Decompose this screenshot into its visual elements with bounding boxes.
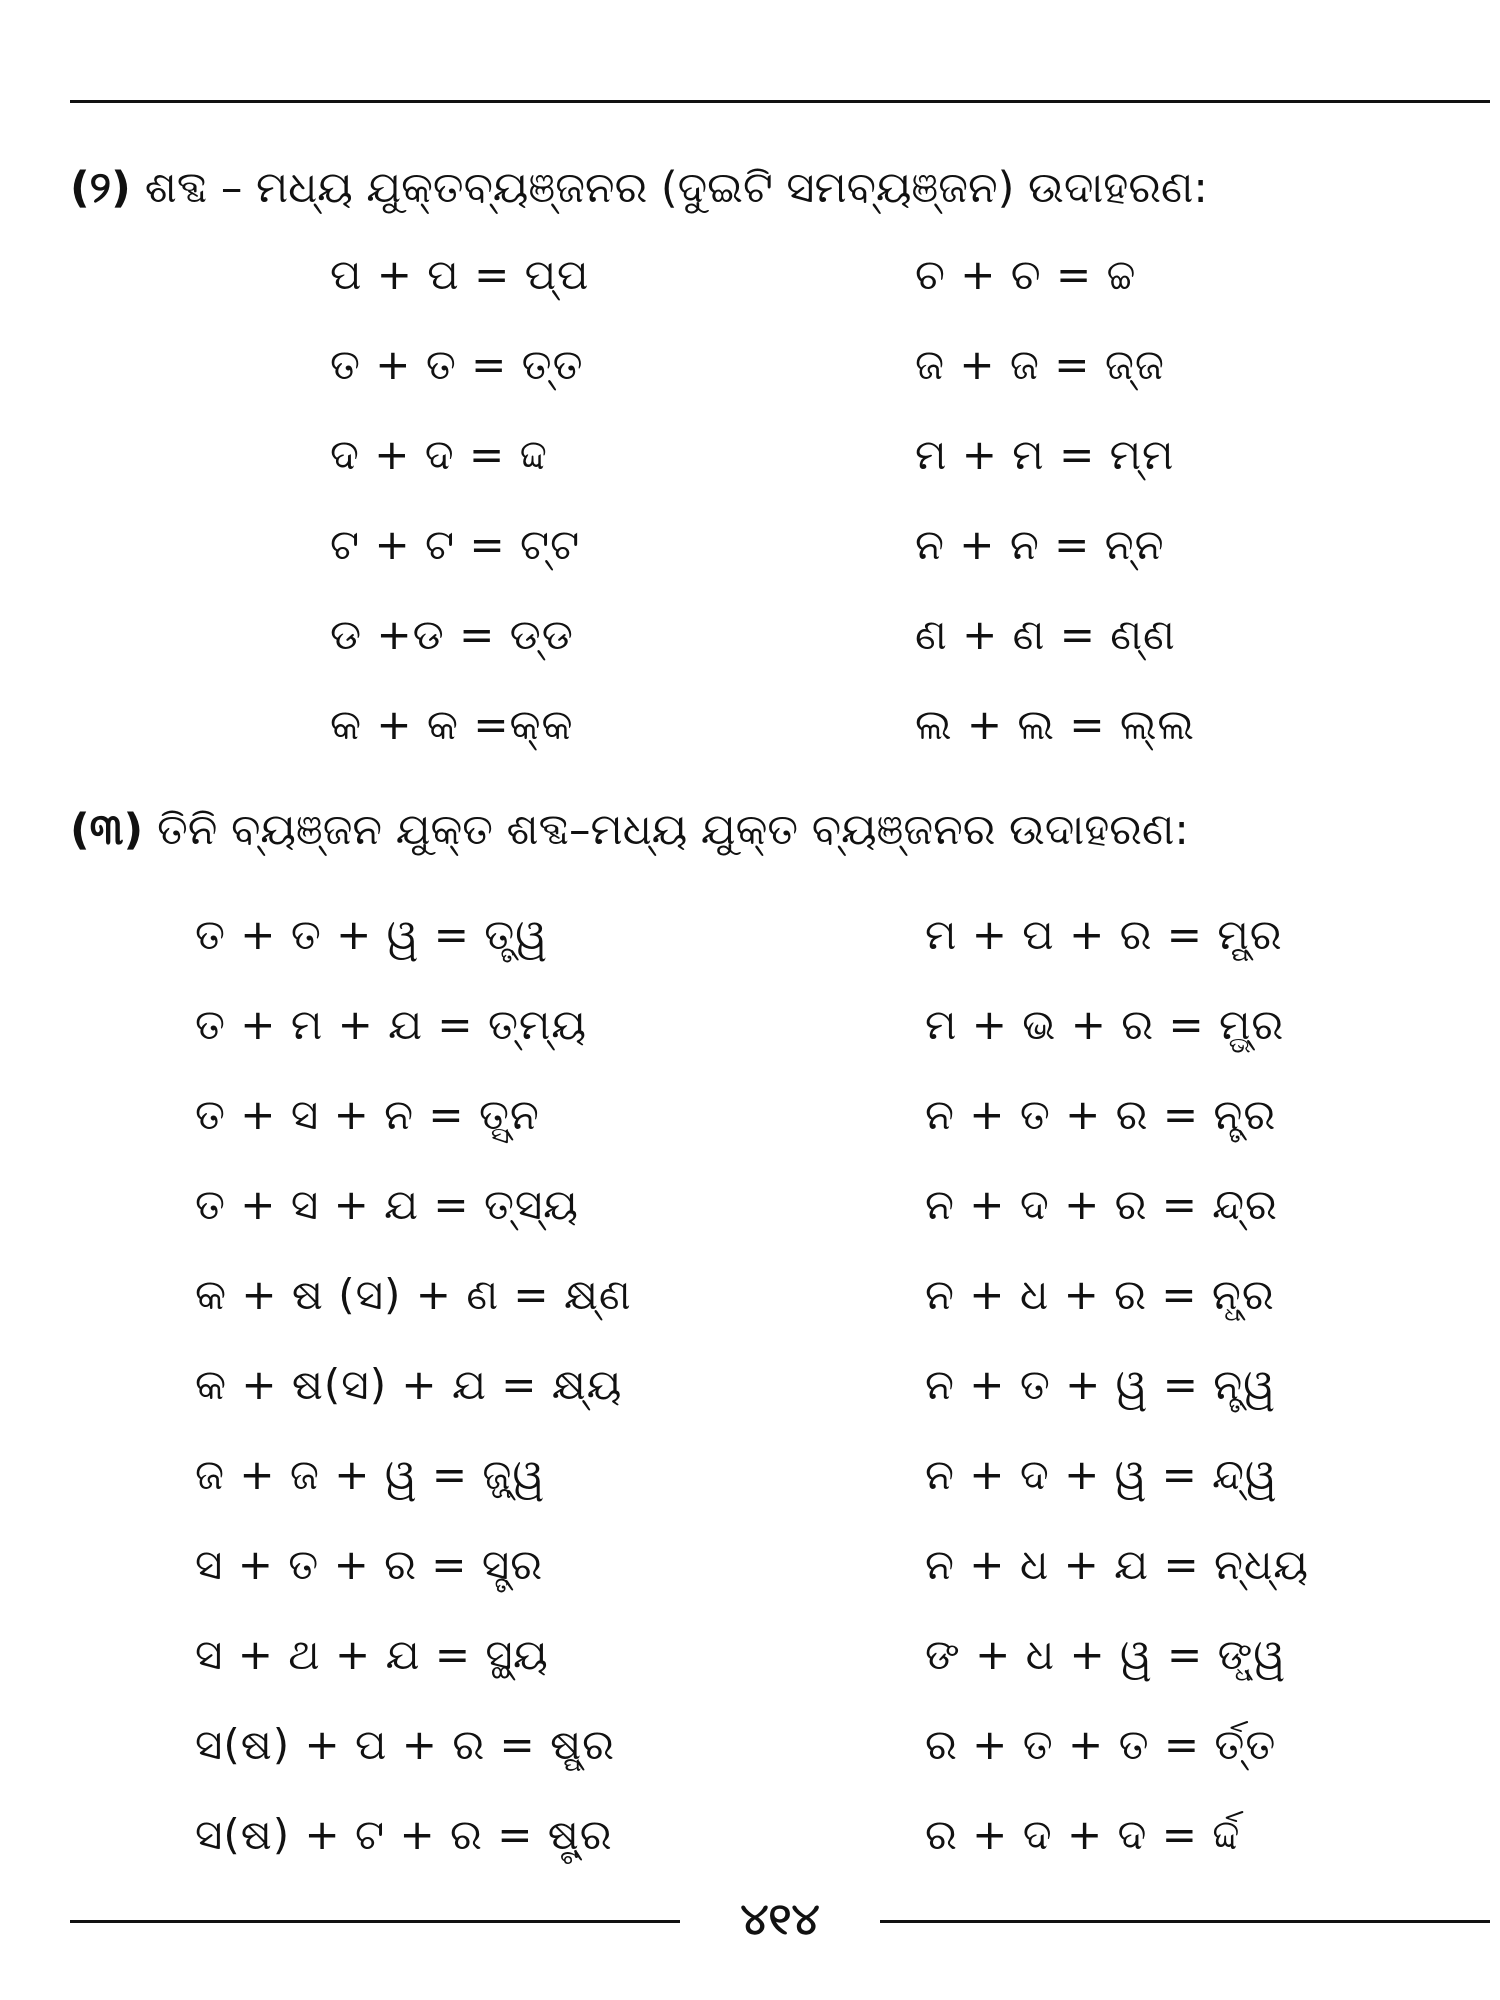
example-left: ତ + ତ = ତ୍ତ bbox=[330, 340, 584, 389]
example-left: ସ(ଷ) + ପ + ର = ଷ୍ପ୍ର bbox=[195, 1720, 615, 1769]
example-left: କ + ଷ (ସ) + ଣ = କ୍ଷ୍ଣ bbox=[195, 1270, 632, 1319]
section-3-title: ତିନି ବ୍ୟଞ୍ଜନ ଯୁକ୍ତ ଶବ୍ଦ–ମଧ୍ୟ ଯୁକ୍ତ ବ୍ୟଞ୍ଜନର ଉଦାହରଣ: bbox=[157, 805, 1189, 855]
example-left: ଟ + ଟ = ଟ୍ଟ bbox=[330, 520, 581, 569]
example-right: ନ + ଧ + ର = ନ୍ଧ୍ର bbox=[925, 1270, 1275, 1319]
example-right: ନ + ନ = ନ୍ନ bbox=[915, 520, 1165, 569]
example-left: ତ + ସ + ନ = ତ୍ସ୍ନ bbox=[195, 1090, 540, 1139]
example-left: ପ + ପ = ପ୍ପ bbox=[330, 250, 590, 299]
top-divider bbox=[70, 100, 1490, 103]
example-right: ନ + ତ + ୱ = ନ୍ତ୍ୱ bbox=[925, 1360, 1276, 1409]
footer-divider-left bbox=[70, 1920, 680, 1923]
example-left: ତ + ସ + ଯ = ତ୍ସ୍ୟ bbox=[195, 1180, 579, 1229]
example-right: ର + ଦ + ଦ = ର୍ଦ୍ଦ bbox=[925, 1810, 1241, 1859]
example-left: ତ + ମ + ଯ = ତ୍ମ୍ୟ bbox=[195, 1000, 587, 1049]
example-right: ଜ + ଜ = ଜ୍ଜ bbox=[915, 340, 1165, 389]
example-left: ତ + ତ + ୱ = ତ୍ତ୍ୱ bbox=[195, 910, 548, 959]
example-right: ଲ + ଲ = ଲ୍ଲ bbox=[915, 700, 1195, 749]
example-left: ସ + ତ + ର = ସ୍ତ୍ର bbox=[195, 1540, 544, 1589]
example-right: ଚ + ଚ = ଚ୍ଚ bbox=[915, 250, 1137, 299]
example-right: ଙ + ଧ + ୱ = ଙ୍ଧ୍ୱ bbox=[925, 1630, 1287, 1679]
example-right: ଣ + ଣ = ଣ୍ଣ bbox=[915, 610, 1176, 659]
example-left: ଜ + ଜ + ୱ = ଜ୍ଜ୍ୱ bbox=[195, 1450, 546, 1499]
footer-divider-right bbox=[880, 1920, 1490, 1923]
example-right: ମ + ପ + ର = ମ୍ପ୍ର bbox=[925, 910, 1283, 959]
example-left: ସ + ଥ + ଯ = ସ୍ଥ୍ୟ bbox=[195, 1630, 549, 1679]
example-right: ମ + ମ = ମ୍ମ bbox=[915, 430, 1175, 479]
example-left: କ + କ =କ୍କ bbox=[330, 700, 574, 749]
example-right: ନ + ତ + ର = ନ୍ତ୍ର bbox=[925, 1090, 1277, 1139]
example-right: ନ + ଦ + ର = ନ୍ଦ୍ର bbox=[925, 1180, 1278, 1229]
example-left: ଦ + ଦ = ଦ୍ଦ bbox=[330, 430, 548, 479]
section-2-number: (୨) bbox=[70, 163, 131, 213]
example-right: ନ + ଧ + ଯ = ନ୍ଧ୍ୟ bbox=[925, 1540, 1310, 1589]
section-2-title: ଶବ୍ଦ – ମଧ୍ୟ ଯୁକ୍ତବ୍ୟଞ୍ଜନର (ଦୁଇଟି ସମବ୍ୟଞ୍ଜନ) ଉଦାହରଣ: bbox=[144, 163, 1208, 213]
section-3-number: (୩) bbox=[70, 805, 144, 855]
section-3-heading bbox=[70, 800, 1189, 860]
example-left: ସ(ଷ) + ଟ + ର = ଷ୍ଟ୍ର bbox=[195, 1810, 613, 1859]
example-left: ଡ +ଡ = ଡ୍ଡ bbox=[330, 610, 574, 659]
example-right: ମ + ଭ + ର = ମ୍ଭ୍ର bbox=[925, 1000, 1285, 1049]
section-2-heading bbox=[70, 158, 1208, 218]
example-right: ନ + ଦ + ୱ = ନ୍ଦ୍ୱ bbox=[925, 1450, 1278, 1499]
example-left: କ + ଷ(ସ) + ଯ = କ୍ଷ୍ୟ bbox=[195, 1360, 623, 1409]
page-number: ୪୧୪ bbox=[740, 1894, 820, 1945]
example-right: ର + ତ + ତ = ର୍ତ୍ତ bbox=[925, 1720, 1277, 1769]
